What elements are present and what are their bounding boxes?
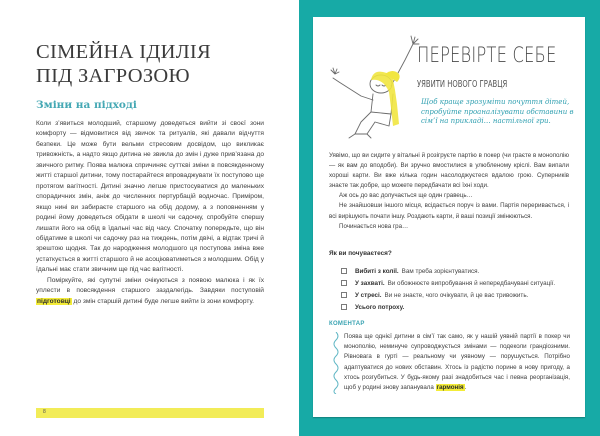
- highlighted-term: гармонія: [436, 384, 464, 392]
- quiz-option[interactable]: [341, 289, 581, 301]
- section-heading: Зміни на підході: [36, 99, 137, 111]
- left-body-text: [36, 119, 264, 307]
- paragraph: Уявімо, що ви сидите у вітальні й розігруєте партію в покер (чи граєте в монополію — як вам до вподоби). Ви зручно вмостилися в улюбленому кріслі. Вам випали хороші карти. Ви вже кілька годин насолоджуєтеся вдалою грою. Суперників знаєте так добре, що можете передбачати всі їхні ходи.: [329, 152, 569, 190]
- chapter-title-line2: ПІД ЗАГРОЗОЮ: [36, 65, 190, 87]
- option-label-bold: У стресі.: [355, 291, 382, 299]
- quiz-option[interactable]: [341, 277, 581, 289]
- quiz-option[interactable]: [341, 265, 581, 277]
- self-check-subtitle: УЯВИТИ НОВОГО ГРАВЦЯ: [417, 79, 508, 90]
- right-page-frame: [299, 0, 600, 436]
- option-label-bold: У захваті.: [355, 279, 385, 287]
- paragraph-text: Поміркуйте, які супутні зміни очікуються з появою малюка і як їх уплести в повсякдення старшого заздалегідь. Завдяки поступовій: [36, 276, 264, 295]
- checkbox[interactable]: [341, 280, 347, 286]
- self-check-card: [313, 17, 585, 417]
- chapter-title: [36, 40, 276, 88]
- self-check-intro: Щоб краще зрозуміти почуття дітей, спробуйте проаналізувати обставини в сім’ї на прикладі… настільної гри.: [421, 98, 574, 126]
- left-page: [0, 0, 299, 436]
- scenario-text: [329, 151, 569, 232]
- option-label-text: Ви обожнюєте випробування й непередбачувані ситуації.: [387, 279, 556, 287]
- page-footer-bar: [36, 408, 264, 418]
- page-number: 8: [43, 409, 46, 415]
- highlighted-term: підготовці: [37, 297, 71, 305]
- self-check-title: ПЕРЕВІРТЕ СЕБЕ: [417, 43, 557, 67]
- option-label-text: Вам треба зорієнтуватися.: [401, 267, 480, 275]
- paragraph-text: до змін старшій дитині буде легше вийти із зони комфорту.: [71, 297, 254, 305]
- paragraph: Аж ось до вас долучається ще один гравець…: [339, 192, 473, 200]
- paragraph: Коли з’явиться молодший, старшому доведеться вийти зі своєї зони комфорту — відмовитися від звичок та ритуалів, які давали відчуття безпеки. Це може бути вельми стресовим досвідом, що викликає тривожність, а надто якщо дитина не звикла до змін і дуже прив’язана до звичного ритму. Поява малюка спричиняє суттєві зміни в повсякденному житті старшої дитини, тому постарайтеся впроваджувати їх поступово ще протягом вагітності. Дитині значно легше пристосуватися до маленьких спорадичних змін, аніж до численних пертурбацій водночас. Приміром, якщо нині ви забираєте старшого на обід додому, а з поповненням у родині йому доведеться обідати в школі чи садочку, спробуйте спершу лишати його на обід в їдальні час від часу. Спочатку попередьте, що він обідатиме в школі чи садочку раз на тиждень, потім двічі, а відтак тричі й зрештою щодня. Так до народження молодшого ця поступова зміна вже устаткується в житті старшого й не асоціюватиметься з молодшим. Обід у їдальні має стати звичним ще під час вагітності.: [36, 120, 264, 274]
- paragraph: [36, 276, 264, 307]
- paragraph: Не знайшовши іншого місця, всідається поруч із вами. Партія переривається, і всі вирішують почати іншу. Роздають карти, й ваші позиції змінюються.: [329, 202, 569, 220]
- quiz-option[interactable]: [341, 301, 581, 313]
- paragraph: Починається нова гра…: [339, 222, 409, 230]
- comment-label: КОМЕНТАР: [329, 321, 365, 327]
- comment-text-part: Поява ще однієї дитини в сім’ї так само, як у нашій уявній партії в покер чи монополію, неминуче супроводжується змінами — подеколи грандіозними. Рівновага в гурті — реальному чи уявному — порушується. Потрібно адаптуватися до нових обставин. Хтось із радістю порине в нову пригоду, а хтось розгубиться. У будь-якому разі знадобиться час і певна реорганізація, щоб у родині знову запанувала: [344, 333, 570, 392]
- option-label-bold: Вибиті з колії.: [355, 267, 399, 275]
- wavy-line-icon: [332, 332, 340, 394]
- comment-text-part: .: [464, 384, 467, 392]
- comment-text: [344, 332, 570, 393]
- option-label-bold: Усього потроху.: [355, 303, 405, 311]
- option-label-text: Ви не знаєте, чого очікувати, й це вас тривожить.: [384, 291, 529, 299]
- checkbox[interactable]: [341, 292, 347, 298]
- chapter-title-line1: СІМЕЙНА ІДИЛІЯ: [36, 41, 212, 63]
- quiz-options: [341, 265, 581, 313]
- checkbox[interactable]: [341, 304, 347, 310]
- checkbox[interactable]: [341, 268, 347, 274]
- quiz-question: Як ви почуваєтеся?: [329, 250, 392, 257]
